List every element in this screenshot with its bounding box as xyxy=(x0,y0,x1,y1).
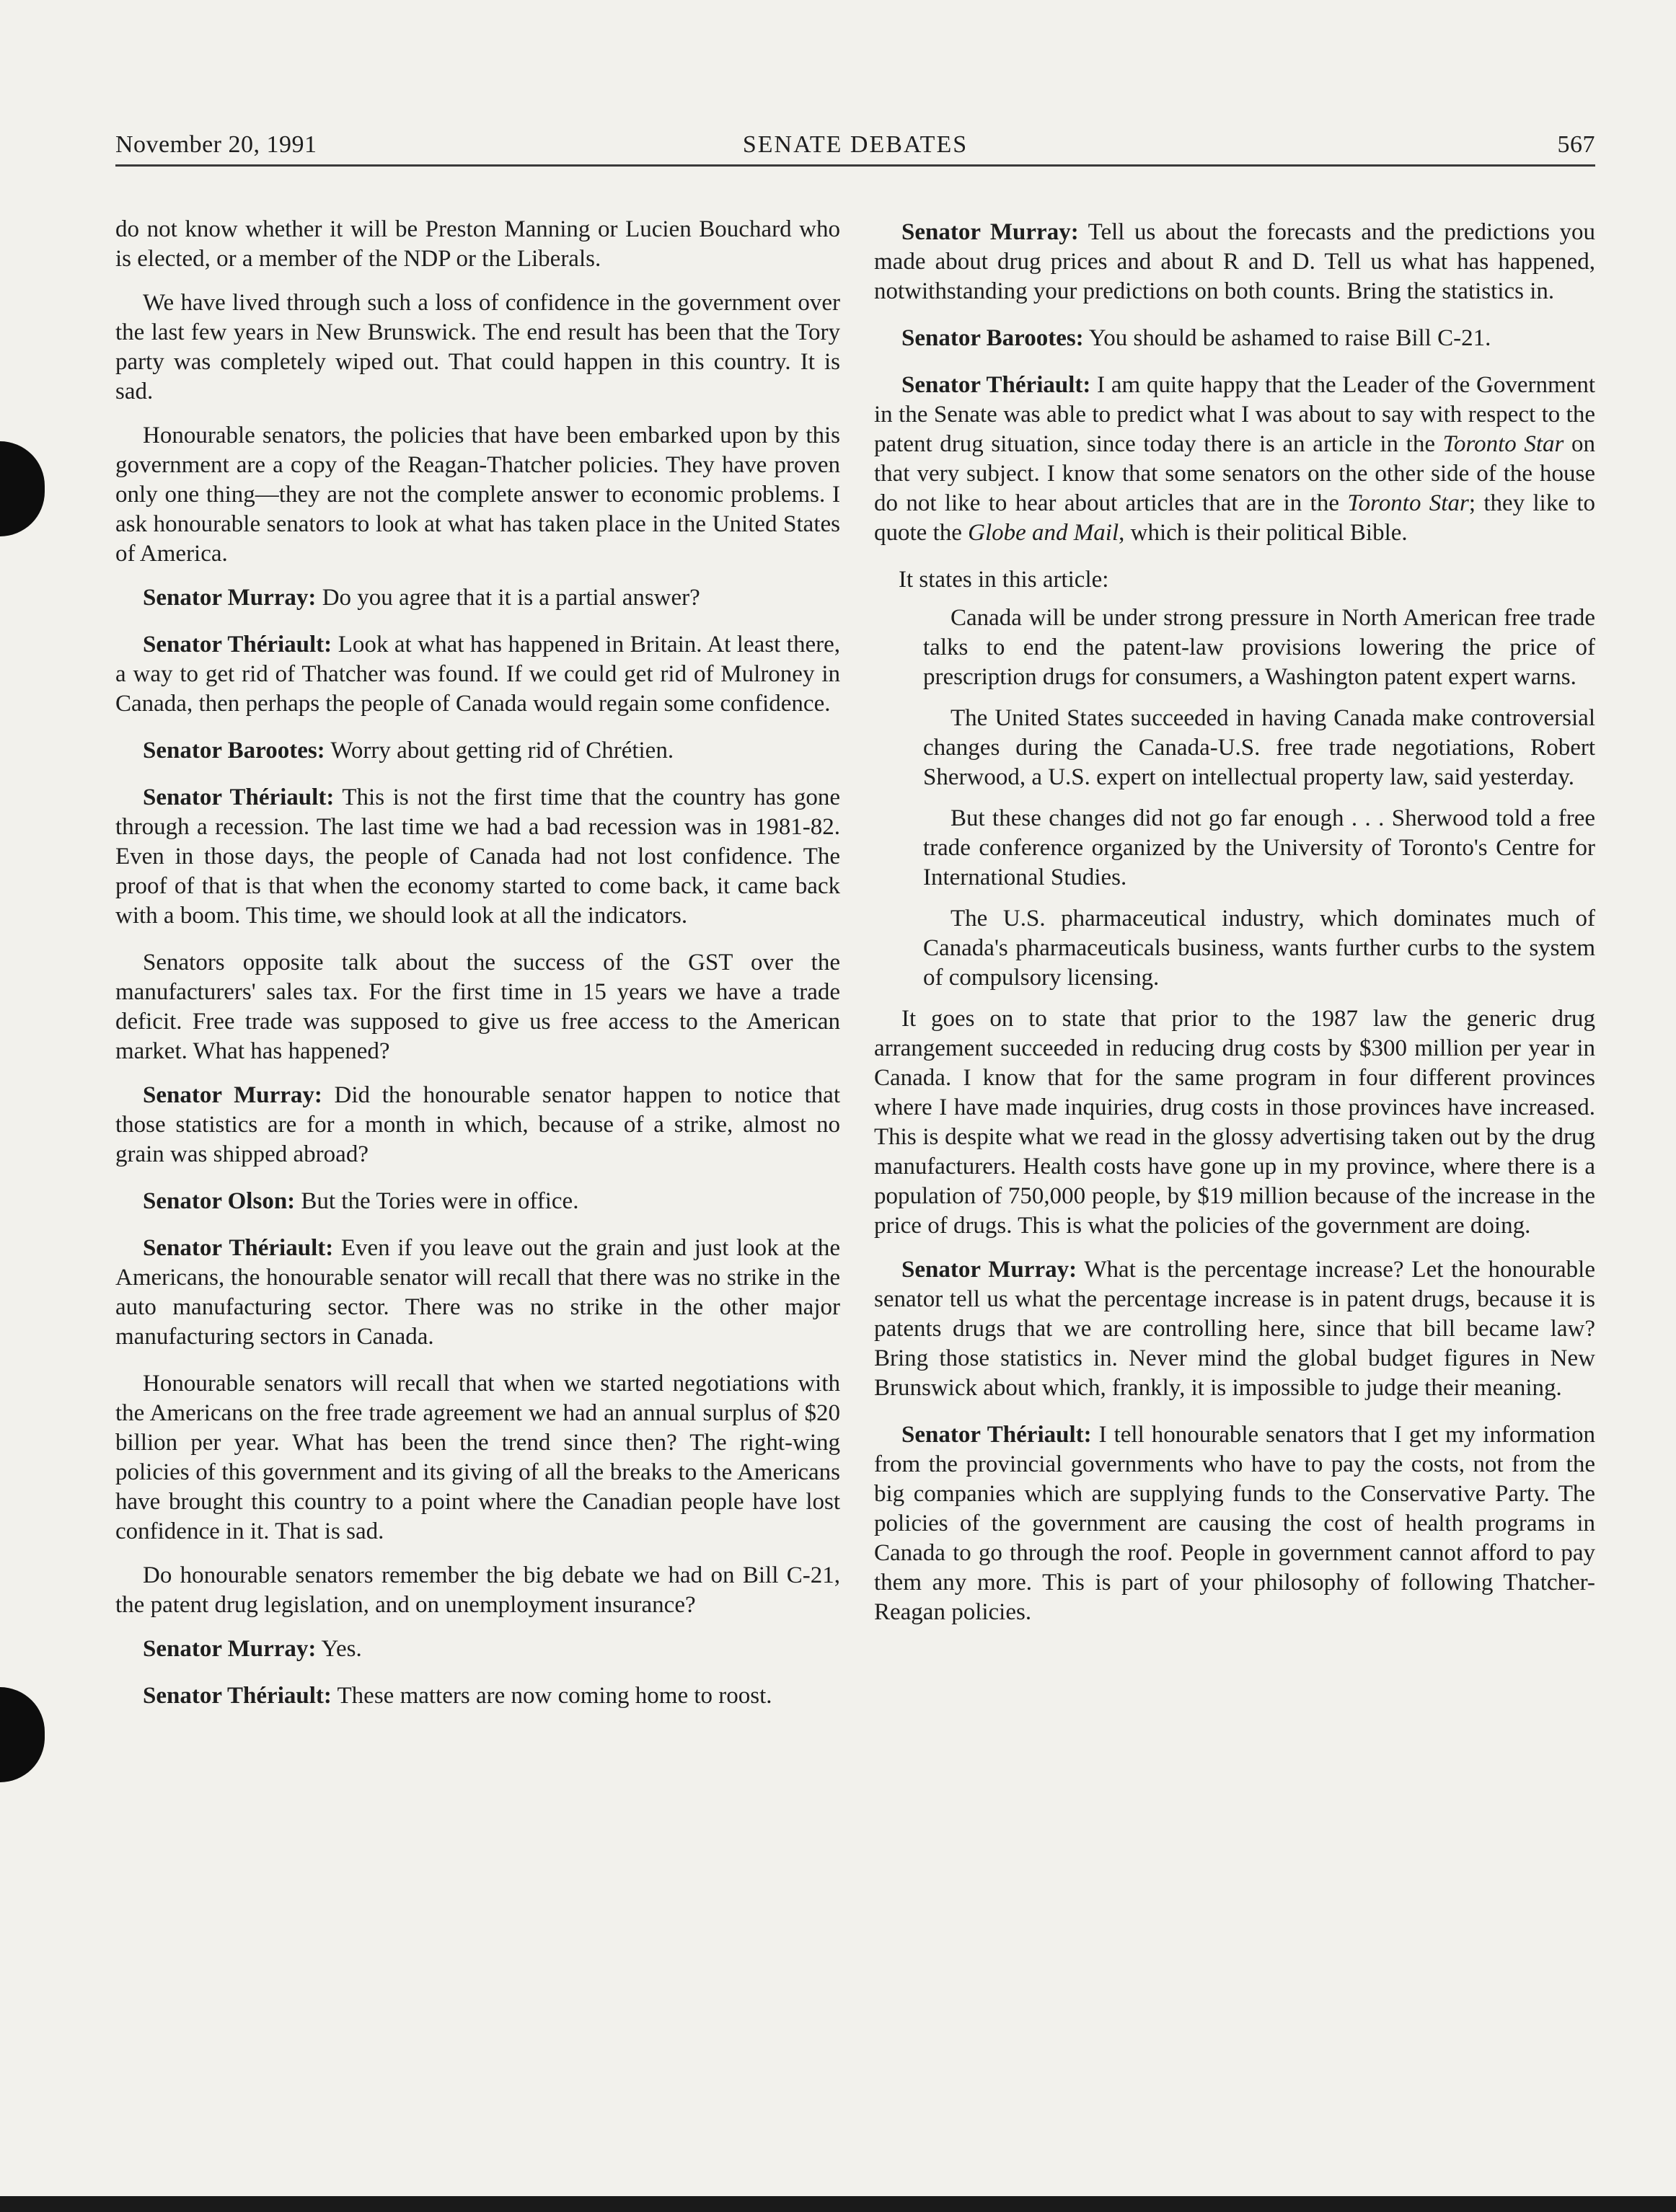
speaker-name: Senator Murray: xyxy=(901,219,1079,245)
speech-text: Tell us about the forecasts and the predictions you made about drug prices and about R and D. Tell us what has happened, notwithstanding your predictions on both counts. Bring the statistics in. xyxy=(874,219,1595,304)
speaker-name: Senator Murray: xyxy=(901,1257,1077,1283)
speech-text: on that very subject. I know that some senators on the other side of the house do not like to hear about articles that are in the xyxy=(874,431,1596,516)
speech xyxy=(115,1681,840,1711)
speaker-name: Senator Murray: xyxy=(143,1636,317,1662)
newspaper-title: Toronto Star xyxy=(1442,431,1564,457)
speaker-name: Senator Thériault: xyxy=(143,784,335,810)
speech-text: Worry about getting rid of Chrétien. xyxy=(325,738,674,764)
speaker-name: Senator Thériault: xyxy=(143,632,332,658)
speech xyxy=(115,630,840,719)
left-column xyxy=(115,215,840,1728)
speech xyxy=(115,1634,840,1664)
newspaper-title: Globe and Mail xyxy=(968,520,1119,546)
quotation: But these changes did not go far enough . . . Sherwood told a free trade conference organized by the University of Toronto's Centre for International Studies. xyxy=(923,805,1595,890)
quotation: The United States succeeded in having Canada make controversial changes during the Canada-U.S. free trade negotiations, Robert Sherwood, a U.S. expert on intellectual property law, said yesterday. xyxy=(923,705,1595,790)
speech-text: Look at what has happened in Britain. At least there, a way to get rid of Thatcher was found. If we could get rid of Mulroney in Canada, then perhaps the people of Canada would regain some confidence. xyxy=(115,632,841,717)
speech xyxy=(115,1081,840,1169)
speaker-name: Senator Murray: xyxy=(143,585,317,611)
speech-text: I tell honourable senators that I get my information from the provincial governments who have to pay the costs, not from the big companies which are supplying funds to the Conservative Party. The policies of the government are causing the cost of health programs in Canada to go through the roof. People in government cannot afford to pay them any more. This is part of your philosophy of following Thatcher-Reagan policies. xyxy=(874,1422,1595,1625)
speech-text: Did the honourable senator happen to notice that those statistics are for a month in which, because of a strike, almost no grain was shipped abroad? xyxy=(115,1082,840,1167)
speech xyxy=(874,1420,1595,1627)
speaker-name: Senator Thériault: xyxy=(901,372,1091,398)
speech-text: Do you agree that it is a partial answer? xyxy=(316,585,700,611)
speech-text: Even if you leave out the grain and just look at the Americans, the honourable senator will recall that there was no strike in the auto manufacturing sector. There was no strike in the other major manufacturing sectors in Canada. xyxy=(115,1235,840,1350)
speaker-name: Senator Murray: xyxy=(143,1082,322,1108)
speech-text: But the Tories were in office. xyxy=(295,1188,579,1214)
speech-text: You should be ashamed to raise Bill C-21. xyxy=(1083,325,1491,351)
header-title: SENATE DEBATES xyxy=(742,131,969,158)
header-page-number: 567 xyxy=(1557,131,1595,158)
speaker-name: Senator Thériault: xyxy=(143,1683,332,1709)
paragraph: Honourable senators, the policies that have been embarked upon by this government are a copy of the Reagan-Thatcher policies. They have proven only one thing—they are not the complete answer to economic problems. I ask honourable senators to look at what has taken place in the United States of America. xyxy=(115,423,840,567)
paragraph: It goes on to state that prior to the 1987 law the generic drug arrangement succeeded in reducing drug costs by $300 million per year in Canada. I know that for the same program in four different provinces where I have made inquiries, drug costs in those provinces have increased. This is despite what we read in the glossy advertising taken out by the drug manufacturers. Health costs have gone up in my province, where there is a population of 750,000 people, by $19 million because of the increase in the price of drugs. This is what the policies of the government are doing. xyxy=(874,1006,1595,1239)
punch-hole-top xyxy=(0,441,45,536)
quotation: Canada will be under strong pressure in North American free trade talks to end the patent-law provisions lowering the price of prescription drugs for consumers, a Washington patent expert warns. xyxy=(923,605,1595,690)
speech-text: Yes. xyxy=(316,1636,362,1662)
speaker-name: Senator Thériault: xyxy=(901,1422,1092,1448)
speaker-name: Senator Barootes: xyxy=(143,738,325,764)
speaker-name: Senator Barootes: xyxy=(901,325,1084,351)
speech xyxy=(115,783,840,931)
speech xyxy=(874,1255,1595,1403)
paragraph: It states in this article: xyxy=(899,567,1109,593)
speech-text: , which is their political Bible. xyxy=(1119,520,1408,546)
paragraph: Senators opposite talk about the success of the GST over the manufacturers' sales tax. For the first time in 15 years we have a trade deficit. Free trade was supposed to give us free access to the American market. What has happened? xyxy=(115,950,840,1064)
speech xyxy=(115,583,840,613)
newspaper-title: Toronto Star xyxy=(1347,490,1469,516)
page-header xyxy=(115,128,1595,167)
speech xyxy=(115,736,840,766)
speech-text: These matters are now coming home to roost. xyxy=(331,1683,772,1709)
speech-text: This is not the first time that the country has gone through a recession. The last time we had a bad recession was in 1981-82. Even in those days, the people of Canada had not lost confidence. The proof of that is that when the economy started to come back, it came back with a boom. This time, we should look at all the indicators. xyxy=(115,784,840,929)
header-date: November 20, 1991 xyxy=(115,131,317,158)
speaker-name: Senator Olson: xyxy=(143,1188,296,1214)
paragraph: Do honourable senators remember the big debate we had on Bill C-21, the patent drug legislation, and on unemployment insurance? xyxy=(115,1562,840,1618)
speech-text: I am quite happy that the Leader of the Government in the Senate was able to predict what I was about to say with respect to the patent drug situation, since today there is an article in the xyxy=(874,372,1595,457)
punch-hole-bottom xyxy=(0,1687,45,1782)
paragraph: We have lived through such a loss of confidence in the government over the last few years in New Brunswick. The end result has been that the Tory party was completely wiped out. That could happen in this country. It is sad. xyxy=(115,290,840,404)
paragraph: Honourable senators will recall that when we started negotiations with the Americans on the free trade agreement we had an annual surplus of $20 billion per year. What has been the trend since then? The right-wing policies of this government and its giving of all the breaks to the Americans have brought this country to a point where the Canadian people have lost confidence in it. That is sad. xyxy=(115,1371,840,1544)
paragraph: do not know whether it will be Preston Manning or Lucien Bouchard who is elected, or a member of the NDP or the Liberals. xyxy=(115,216,840,272)
speech xyxy=(115,1187,840,1216)
speech xyxy=(874,371,1595,548)
speech xyxy=(115,1234,840,1352)
speech-text: ; they like to quote the xyxy=(874,490,1596,546)
speaker-name: Senator Thériault: xyxy=(143,1235,334,1261)
right-column xyxy=(874,215,1595,1645)
speech-text: What is the percentage increase? Let the honourable senator tell us what the percentage increase is in patent drugs, because it is patents drugs that we are controlling here, since that bill became law? Bring those statistics in. Never mind the global budget figures in New Brunswick about which, frankly, it is impossible to judge their meaning. xyxy=(874,1257,1595,1401)
scan-bottom-edge xyxy=(0,2196,1676,2212)
speech xyxy=(874,218,1595,306)
quotation: The U.S. pharmaceutical industry, which dominates much of Canada's pharmaceuticals business, wants further curbs to the system of compulsory licensing. xyxy=(923,906,1595,991)
speech xyxy=(874,324,1595,353)
